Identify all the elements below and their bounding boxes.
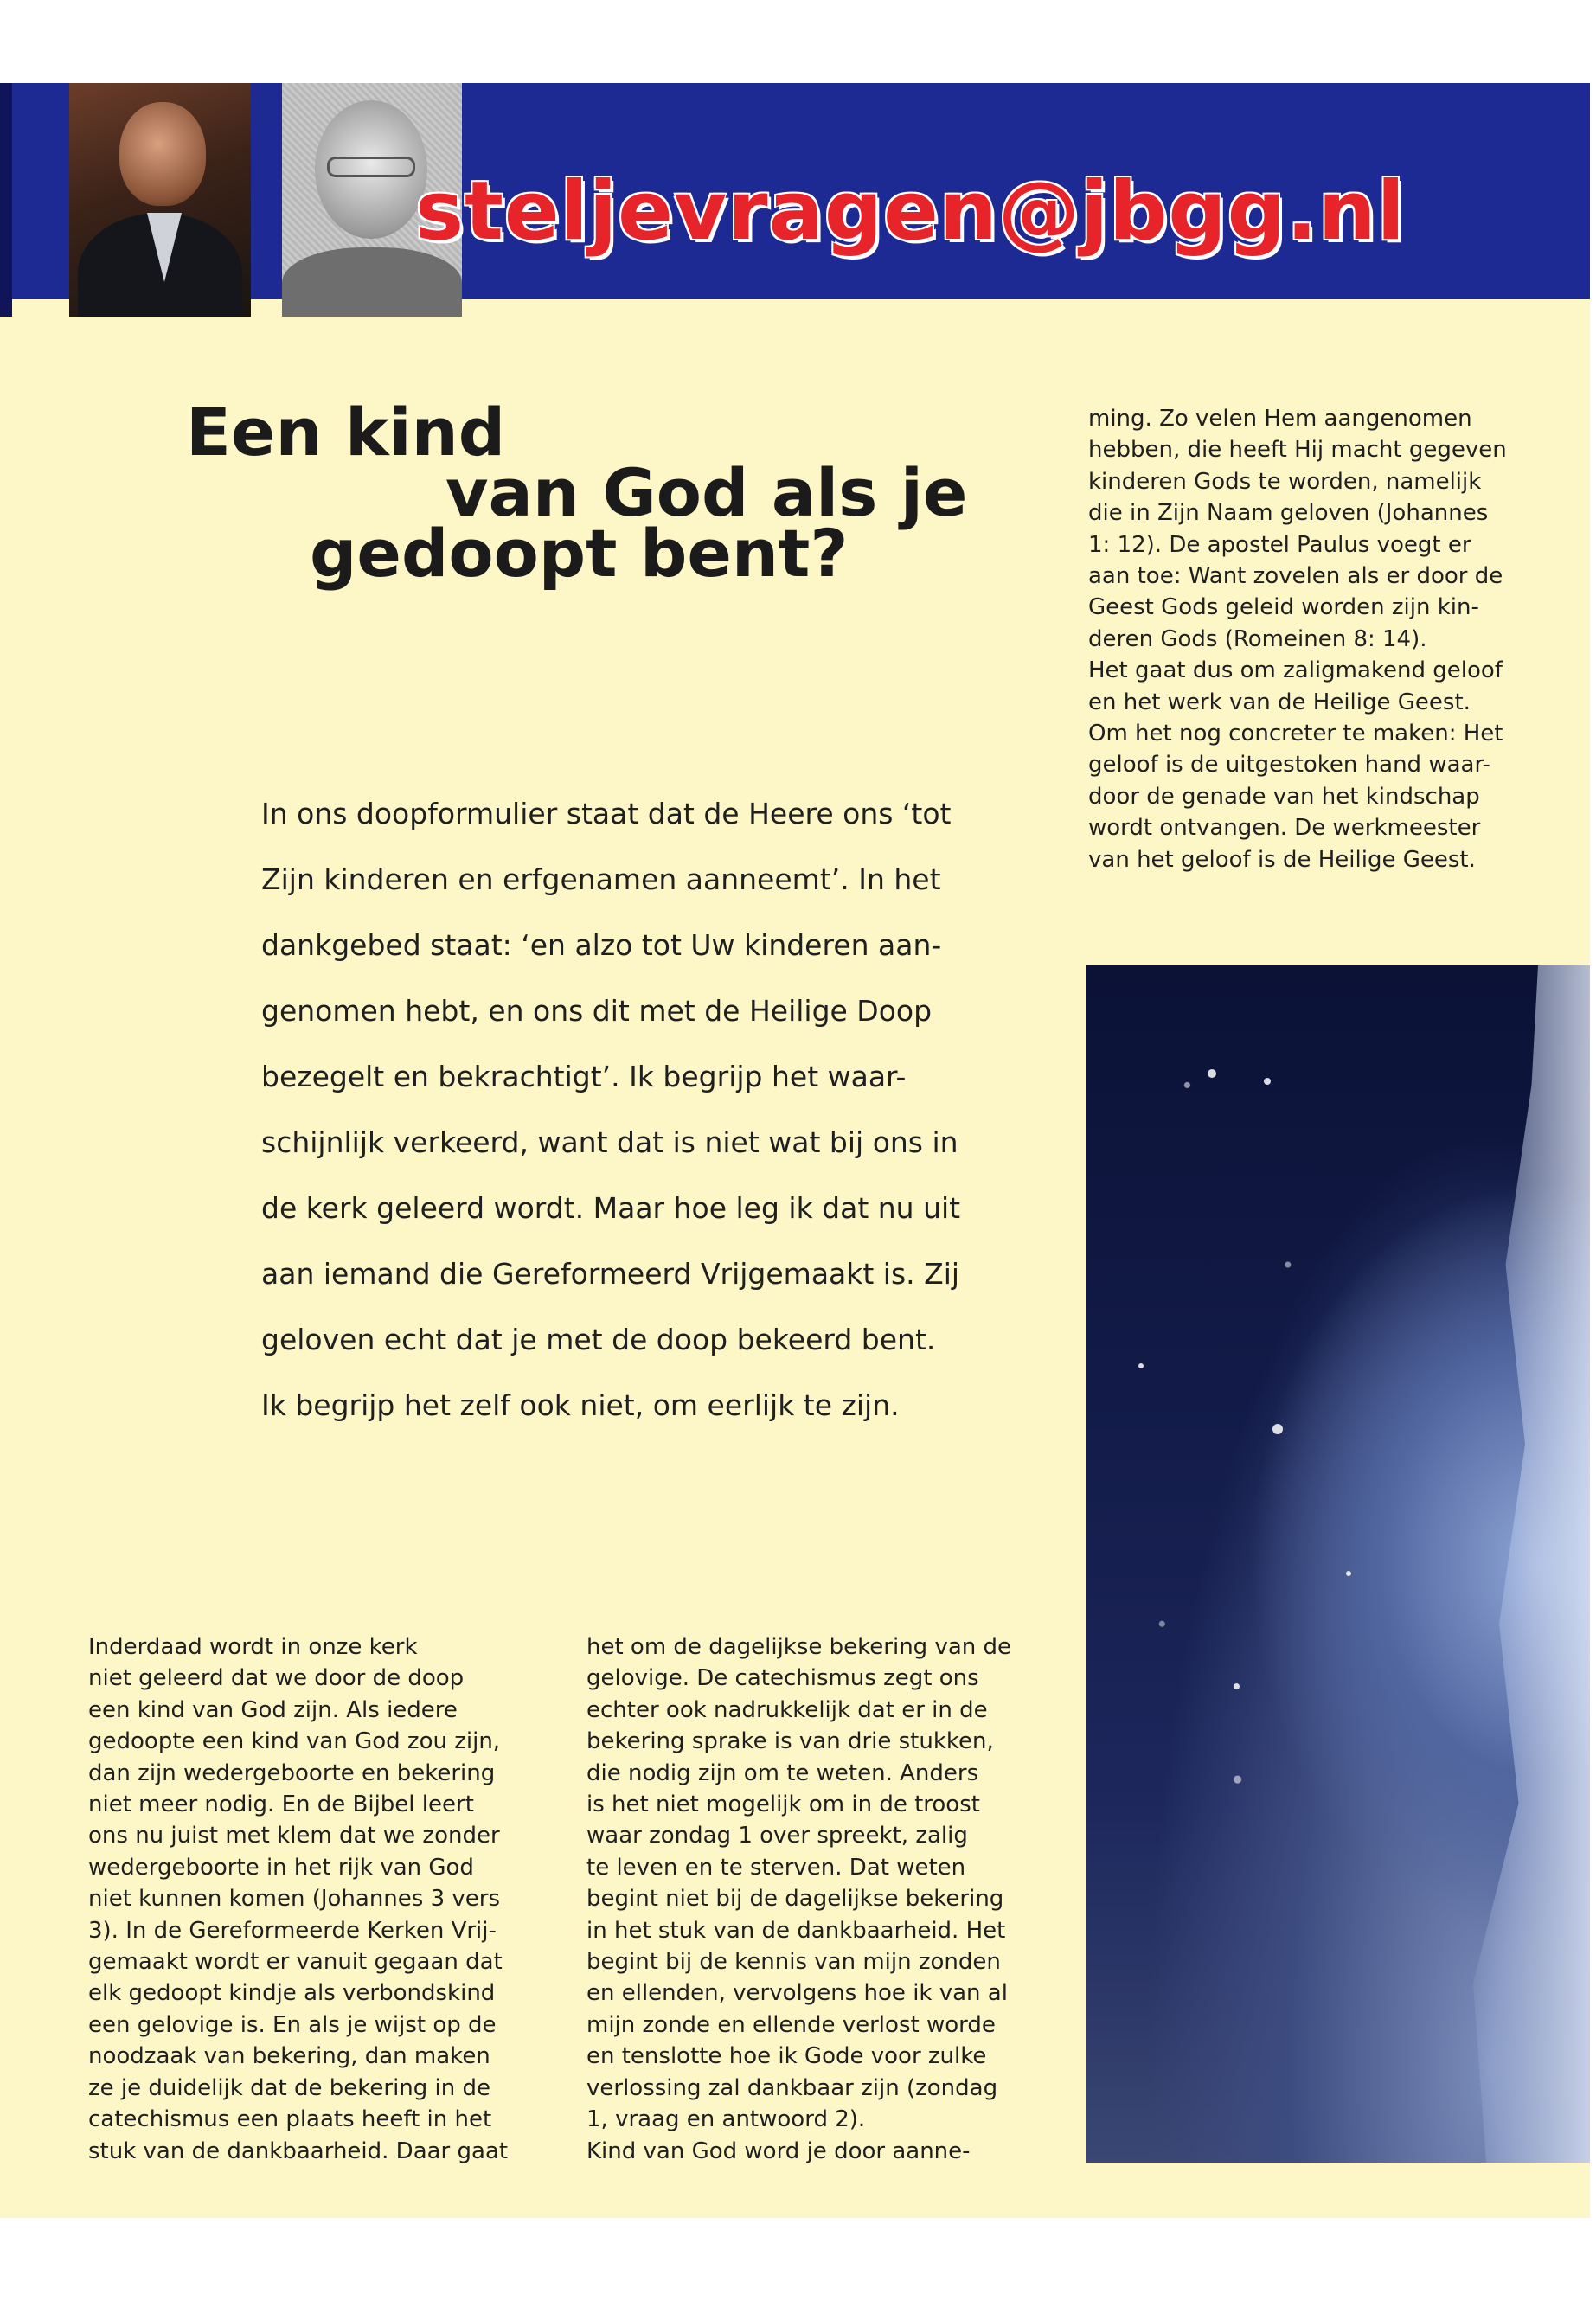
answer-line: en ellenden, vervolgens hoe ik van al bbox=[586, 1980, 1008, 2007]
question-line: geloven echt dat je met de doop bekeerd bent. bbox=[261, 1323, 936, 1356]
answer-line: stuk van de dankbaarheid. Daar gaat bbox=[88, 2138, 509, 2164]
answer-line: van het geloof is de Heilige Geest. bbox=[1088, 846, 1476, 873]
question-line: dankgebed staat: ‘en alzo tot Uw kinderen aan- bbox=[261, 928, 942, 962]
answer-line: niet meer nodig. En de Bijbel leert bbox=[88, 1791, 474, 1818]
answer-line: Inderdaad wordt in onze kerk bbox=[88, 1634, 418, 1660]
answer-line: verlossing zal dankbaar zijn (zondag bbox=[586, 2074, 998, 2101]
question-line: genomen hebt, en ons dit met de Heilige Doop bbox=[261, 994, 933, 1028]
answer-line: deren Gods (Romeinen 8: 14). bbox=[1088, 625, 1427, 652]
answer-line: Kind van God word je door aanne- bbox=[586, 2138, 971, 2164]
answer-line: in het stuk van de dankbaarheid. Het bbox=[586, 1917, 1006, 1944]
question-line: Zijn kinderen en erfgenamen aanneemt’. In het bbox=[261, 862, 941, 896]
answer-line: begint bij de kennis van mijn zonden bbox=[586, 1949, 1001, 1976]
answer-line: aan toe: Want zovelen als er door de bbox=[1088, 563, 1503, 590]
answer-line: ze je duidelijk dat de bekering in de bbox=[88, 2074, 491, 2101]
answer-column-3 bbox=[1088, 403, 1573, 875]
answer-line: die nodig zijn om te weten. Anders bbox=[586, 1759, 979, 1786]
answer-line: wedergeboorte in het rijk van God bbox=[88, 1854, 474, 1881]
answer-column-2 bbox=[586, 1631, 1054, 2167]
answer-line: het om de dagelijkse bekering van de bbox=[586, 1634, 1012, 1660]
answer-line: 1, vraag en antwoord 2). bbox=[586, 2106, 866, 2133]
answer-line: bekering sprake is van drie stukken, bbox=[586, 1728, 994, 1755]
answer-line: echter ook nadrukkelijk dat er in de bbox=[586, 1696, 988, 1723]
water-photo bbox=[1086, 965, 1590, 2163]
answer-line: wordt ontvangen. De werkmeester bbox=[1088, 815, 1481, 842]
answer-line: niet kunnen komen (Johannes 3 vers bbox=[88, 1886, 501, 1913]
answer-line: Om het nog concreter te maken: Het bbox=[1088, 721, 1503, 747]
answer-line: gelovige. De catechismus zegt ons bbox=[586, 1665, 979, 1692]
answer-line: een gelovige is. En als je wijst op de bbox=[88, 2011, 497, 2038]
answer-line: kinderen Gods te worden, namelijk bbox=[1088, 468, 1482, 495]
answer-line: Het gaat dus om zaligmakend geloof bbox=[1088, 657, 1503, 684]
answer-line: ons nu juist met klem dat we zonder bbox=[88, 1823, 500, 1849]
answer-column-1 bbox=[88, 1631, 555, 2167]
answer-line: elk gedoopt kindje als verbondskind bbox=[88, 1980, 496, 2007]
question-line: bezegelt en bekrachtigt’. Ik begrijp het waar- bbox=[261, 1060, 907, 1093]
reader-question bbox=[261, 781, 1040, 1439]
answer-line: waar zondag 1 over spreekt, zalig bbox=[586, 1823, 968, 1849]
article-title-line-2: van God als je bbox=[445, 454, 968, 531]
answer-line: mijn zonde en ellende verlost worde bbox=[586, 2011, 996, 2038]
email-address[interactable]: steljevragen@jbgg.nl bbox=[415, 164, 1406, 259]
portrait-photo-speaker bbox=[69, 83, 251, 317]
answer-line: die in Zijn Naam geloven (Johannes bbox=[1088, 500, 1489, 527]
answer-line: is het niet mogelijk om in de troost bbox=[586, 1791, 980, 1818]
answer-line: hebben, die heeft Hij macht gegeven bbox=[1088, 437, 1507, 464]
answer-line: 3). In de Gereformeerde Kerken Vrij- bbox=[88, 1917, 497, 1944]
answer-line: geloof is de uitgestoken hand waar- bbox=[1088, 752, 1490, 779]
answer-line: en het werk van de Heilige Geest. bbox=[1088, 689, 1471, 715]
answer-line: en tenslotte hoe ik Gode voor zulke bbox=[586, 2043, 987, 2070]
answer-line: niet geleerd dat we door de doop bbox=[88, 1665, 465, 1692]
question-line: aan iemand die Gereformeerd Vrijgemaakt is. Zij bbox=[261, 1257, 960, 1291]
answer-line: een kind van God zijn. Als iedere bbox=[88, 1696, 458, 1723]
answer-line: noodzaak van bekering, dan maken bbox=[88, 2043, 490, 2070]
answer-line: door de genade van het kindschap bbox=[1088, 783, 1480, 810]
answer-line: gedoopte een kind van God zou zijn, bbox=[88, 1728, 501, 1755]
article-title-line-1: Een kind bbox=[186, 394, 506, 471]
banner-edge bbox=[0, 83, 12, 317]
question-line: schijnlijk verkeerd, want dat is niet wat bij ons in bbox=[261, 1125, 958, 1159]
answer-line: te leven en te sterven. Dat weten bbox=[586, 1854, 966, 1881]
answer-line: gemaakt wordt er vanuit gegaan dat bbox=[88, 1949, 503, 1976]
answer-line: ming. Zo velen Hem aangenomen bbox=[1088, 406, 1472, 432]
answer-line: catechismus een plaats heeft in het bbox=[88, 2106, 492, 2133]
question-line: In ons doopformulier staat dat de Heere ons ‘tot bbox=[261, 797, 952, 830]
answer-line: dan zijn wedergeboorte en bekering bbox=[88, 1759, 496, 1786]
question-line: de kerk geleerd wordt. Maar hoe leg ik dat nu uit bbox=[261, 1191, 961, 1225]
question-line: Ik begrijp het zelf ook niet, om eerlijk te zijn. bbox=[261, 1388, 900, 1422]
article-title-line-3: gedoopt bent? bbox=[310, 515, 849, 592]
answer-line: 1: 12). De apostel Paulus voegt er bbox=[1088, 531, 1471, 558]
answer-line: begint niet bij de dagelijkse bekering bbox=[586, 1886, 1004, 1913]
answer-line: Geest Gods geleid worden zijn kin- bbox=[1088, 594, 1479, 621]
